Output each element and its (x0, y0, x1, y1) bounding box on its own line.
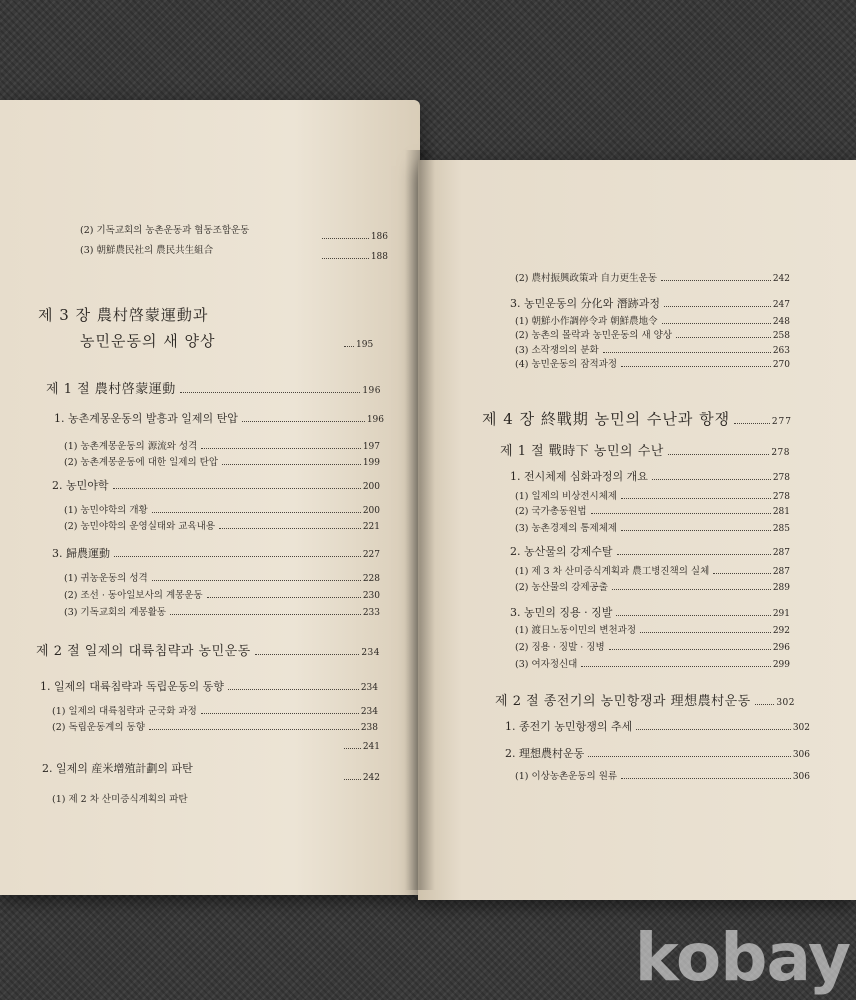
leader-dots (255, 654, 360, 655)
leader-dots (713, 573, 771, 574)
toc-entry (515, 327, 790, 341)
leader-dots (322, 258, 369, 259)
leader-dots (755, 704, 775, 705)
leader-dots (201, 713, 359, 714)
kobay-watermark: kobay (634, 919, 850, 996)
toc-page-number: 306 (792, 772, 810, 782)
toc-entry (515, 270, 790, 284)
toc-entry-title: (2) 농촌계몽운동에 대한 일제의 탄압 (64, 457, 219, 468)
toc-entry-title: (1) 제 3 차 산미증식계획과 農工병진책의 실체 (515, 566, 710, 577)
leader-dots (621, 366, 771, 367)
toc-entry (64, 570, 380, 584)
toc-entry-title: (3) 소작쟁의의 분화 (515, 345, 599, 356)
leader-dots (652, 479, 771, 480)
toc-page-number: 199 (362, 458, 380, 468)
leader-dots (621, 498, 771, 499)
leader-dots (636, 729, 791, 730)
toc-entry (505, 745, 810, 761)
toc-entry (340, 340, 374, 350)
leader-dots (113, 488, 361, 489)
toc-page-number: 306 (792, 750, 810, 760)
toc-entry-title: (3) 기독교회의 계몽활동 (64, 607, 167, 618)
toc-page-number: 195 (356, 340, 374, 350)
toc-entry (64, 587, 380, 601)
toc-entry (515, 579, 790, 593)
toc-entry-title: (2) 기독교회의 농촌운동과 협동조합운동 (80, 225, 250, 236)
toc-entry (52, 477, 380, 493)
toc-entry (515, 313, 790, 327)
leader-dots (152, 580, 361, 581)
toc-entry-title: (3) 여자정신대 (515, 659, 578, 670)
toc-entry-title: 1. 전시체제 심화과정의 개요 (510, 470, 648, 483)
toc-page-number: 287 (772, 548, 790, 558)
toc-entry-title: 1. 일제의 대륙침략과 독립운동의 동향 (40, 680, 224, 693)
toc-entry (38, 304, 288, 325)
leader-dots (242, 421, 365, 422)
toc-entry (318, 232, 388, 242)
toc-page-number: 278 (771, 448, 790, 458)
toc-entry (515, 622, 790, 636)
toc-entry-title: (2) 농촌의 몰락과 농민운동의 새 양상 (515, 330, 673, 341)
toc-entry-title: 3. 歸農運動 (52, 547, 110, 560)
toc-entry-title: (3) 농촌경제의 통제체제 (515, 523, 618, 534)
toc-entry (52, 703, 378, 717)
leader-dots (219, 528, 361, 529)
leader-dots (603, 352, 771, 353)
toc-entry (64, 604, 380, 618)
toc-entry-title: (2) 농민야학의 운영실태와 교육내용 (64, 521, 215, 532)
leader-dots (676, 337, 771, 338)
toc-entry-title: 2. 일제의 産米增殖計劃의 파탄 (42, 762, 193, 775)
toc-page-number: 197 (362, 442, 380, 452)
leader-dots (668, 454, 769, 455)
leader-dots (180, 392, 361, 393)
toc-entry (54, 410, 384, 426)
toc-page-number: 278 (772, 473, 790, 483)
toc-page-number: 285 (772, 524, 790, 534)
toc-entry-title: 제 4 장 終戰期 농민의 수난과 항쟁 (482, 410, 731, 428)
toc-entry (64, 454, 380, 468)
toc-page-number: 242 (772, 274, 790, 284)
toc-page-number: 258 (772, 331, 790, 341)
toc-entry-title: 제 1 절 農村啓蒙運動 (46, 382, 176, 397)
toc-page-number: 292 (772, 626, 790, 636)
toc-page-number: 278 (772, 492, 790, 502)
toc-entry-title: (1) 귀농운동의 성격 (64, 573, 148, 584)
toc-entry-title: 제 1 절 戰時下 농민의 수난 (500, 444, 664, 459)
leader-dots (662, 323, 771, 324)
leader-dots (201, 448, 361, 449)
toc-entry (515, 520, 790, 534)
toc-entry (482, 408, 792, 429)
toc-page-number: 247 (772, 300, 790, 310)
toc-entry (500, 440, 790, 459)
toc-entry-title: 제 2 절 종전기의 농민항쟁과 理想農村운동 (495, 694, 751, 709)
toc-page-number: 188 (370, 252, 388, 262)
leader-dots (617, 554, 771, 555)
toc-page-number: 233 (362, 608, 380, 618)
leader-dots (616, 615, 770, 616)
toc-entry (515, 656, 790, 670)
toc-entry (52, 719, 378, 733)
leader-dots (322, 238, 369, 239)
toc-entry-title: (1) 일제의 대륙침략과 군국화 과정 (52, 706, 197, 717)
toc-entry (340, 773, 380, 783)
toc-entry-title: (2) 국가총동원법 (515, 506, 587, 517)
toc-entry-title: 3. 농민운동의 分化와 潛跡과정 (510, 297, 660, 310)
toc-entry-title: 제 2 절 일제의 대륙침략과 농민운동 (36, 644, 251, 659)
toc-entry (515, 488, 790, 502)
toc-page-number: 234 (360, 707, 378, 717)
toc-page-number: 281 (772, 507, 790, 517)
toc-entry (515, 342, 790, 356)
toc-entry (40, 678, 378, 694)
toc-entry-title: (2) 독립운동계의 동향 (52, 722, 145, 733)
leader-dots (228, 689, 359, 690)
leader-dots (344, 748, 361, 749)
toc-page-number: 241 (362, 742, 380, 752)
toc-page-number: 234 (360, 683, 378, 693)
leader-dots (344, 346, 354, 347)
leader-dots (661, 280, 771, 281)
toc-entry-title: 2. 농민야학 (52, 479, 109, 492)
toc-entry (505, 718, 810, 734)
leader-dots (581, 666, 770, 667)
toc-entry (510, 295, 790, 311)
toc-entry-title: (2) 조선 · 동아일보사의 계몽운동 (64, 590, 203, 601)
toc-page-number: 291 (772, 609, 790, 619)
toc-entry-title: (1) 농민야학의 개황 (64, 505, 148, 516)
toc-entry (64, 438, 380, 452)
toc-page-number: 248 (772, 317, 790, 327)
toc-page-number: 270 (772, 360, 790, 370)
toc-entry-title: 2. 理想農村운동 (505, 747, 585, 760)
toc-page-number: 289 (772, 583, 790, 593)
leader-dots (621, 778, 791, 779)
toc-page-number: 196 (362, 386, 381, 396)
toc-entry-title: 농민운동의 새 양상 (80, 332, 216, 350)
toc-entry (46, 378, 381, 397)
leader-dots (621, 530, 771, 531)
toc-entry (515, 639, 790, 653)
leader-dots (344, 779, 361, 780)
toc-entry (515, 503, 790, 517)
leader-dots (609, 649, 771, 650)
toc-entry-title: (1) 제 2 차 산미증식계획의 파탄 (52, 794, 188, 805)
toc-entry-title: (2) 농산물의 강제공출 (515, 582, 608, 593)
toc-page-number: 296 (772, 643, 790, 653)
leader-dots (207, 597, 361, 598)
toc-entry (515, 563, 790, 577)
toc-entry (515, 356, 790, 370)
toc-entry-title: (1) 이상농촌운동의 원류 (515, 771, 618, 782)
toc-page-number: 227 (362, 550, 380, 560)
leader-dots (664, 306, 771, 307)
toc-page-number: 230 (362, 591, 380, 601)
toc-entry (510, 468, 790, 484)
toc-page-number: 221 (362, 522, 380, 532)
toc-entry (495, 690, 795, 709)
toc-entry (64, 518, 380, 532)
toc-entry (340, 742, 380, 752)
leader-dots (152, 512, 361, 513)
leader-dots (149, 729, 359, 730)
toc-entry-title: (1) 농촌계몽운동의 源流와 성격 (64, 441, 198, 452)
toc-entry-title: 1. 농촌계몽운동의 발흥과 일제의 탄압 (54, 412, 238, 425)
leader-dots (612, 589, 771, 590)
toc-entry-title: (3) 朝鮮農民社의 農民共生組合 (80, 245, 214, 256)
toc-entry (515, 768, 810, 782)
toc-entry (36, 640, 380, 659)
leader-dots (222, 464, 361, 465)
leader-dots (588, 756, 791, 757)
toc-entry (510, 604, 790, 620)
toc-entry-title: (1) 渡日노동이민의 변천과정 (515, 625, 637, 636)
toc-page-number: 228 (362, 574, 380, 584)
toc-entry-title: 2. 농산물의 강제수탈 (510, 545, 613, 558)
toc-page-number: 200 (362, 482, 380, 492)
leader-dots (591, 513, 771, 514)
leader-dots (640, 632, 771, 633)
toc-entry (80, 330, 340, 351)
toc-page-number: 242 (362, 773, 380, 783)
toc-page-number: 238 (360, 723, 378, 733)
toc-entry-title: 1. 종전기 농민항쟁의 추세 (505, 720, 633, 733)
toc-page-number: 302 (792, 723, 810, 733)
toc-page-number: 299 (772, 660, 790, 670)
toc-entry (510, 543, 790, 559)
toc-page-number: 196 (366, 415, 384, 425)
leader-dots (114, 556, 361, 557)
toc-page-number: 277 (771, 417, 792, 427)
toc-entry-title: (2) 農村振興政策과 自力更生운동 (515, 273, 658, 284)
toc-page-number: 302 (776, 698, 795, 708)
leader-dots (170, 614, 361, 615)
toc-entry (318, 252, 388, 262)
toc-entry-title: (1) 일제의 비상전시체제 (515, 491, 618, 502)
toc-page-number: 186 (370, 232, 388, 242)
toc-entry-title: (1) 朝鮮小作調停令과 朝鮮農地令 (515, 316, 658, 327)
leader-dots (734, 423, 770, 424)
toc-entry (64, 502, 380, 516)
toc-page-number: 287 (772, 567, 790, 577)
toc-entry (52, 791, 252, 805)
book-gutter (405, 150, 435, 890)
toc-entry-title: (4) 농민운동의 잠적과정 (515, 359, 618, 370)
toc-entry-title: (2) 징용 · 징발 · 징병 (515, 642, 605, 653)
toc-entry (52, 545, 380, 561)
toc-entry (42, 760, 272, 776)
toc-page-number: 263 (772, 346, 790, 356)
toc-page-number: 200 (362, 506, 380, 516)
toc-entry-title: 3. 농민의 징용 · 징발 (510, 606, 613, 619)
toc-page-number: 234 (361, 648, 380, 658)
toc-entry-title: 제 3 장 農村啓蒙運動과 (38, 306, 209, 324)
